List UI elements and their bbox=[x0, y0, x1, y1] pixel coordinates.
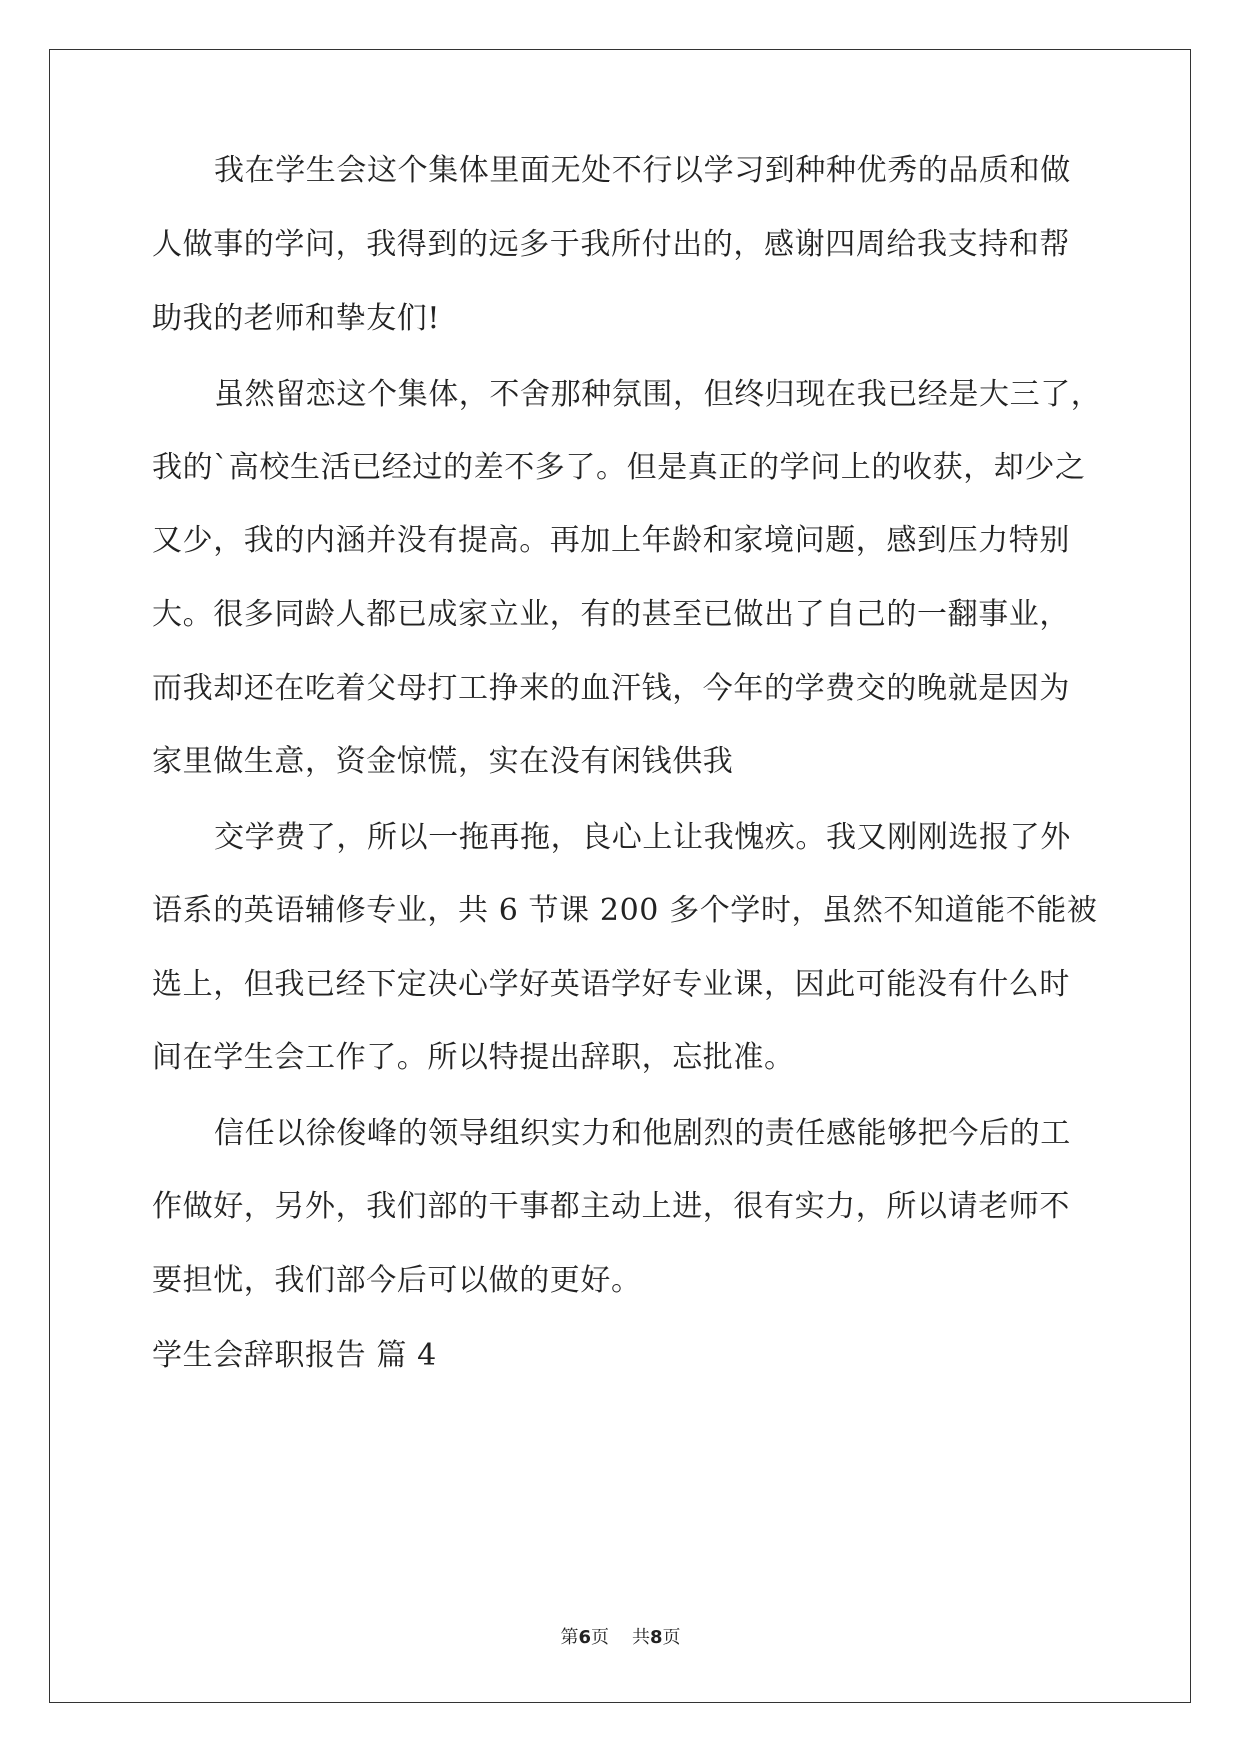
total-page-count: 8 bbox=[649, 1627, 663, 1648]
paragraph-2-line-2: 我的`高校生活已经过的差不多了。但是真正的学问上的收获，却少之 bbox=[152, 450, 1086, 485]
paragraph-4-line-1: 信任以徐俊峰的领导组织实力和他剧烈的责任感能够把今后的工 bbox=[214, 1116, 1071, 1151]
paragraph-1-line-1: 我在学生会这个集体里面无处不行以学习到种种优秀的品质和做 bbox=[214, 153, 1071, 188]
paragraph-3-line-2: 语系的英语辅修专业，共 6 节课 200 多个学时，虽然不知道能不能被 bbox=[152, 893, 1098, 928]
paragraph-4-line-2: 作做好，另外，我们部的干事都主动上进，很有实力，所以请老师不 bbox=[152, 1189, 1070, 1224]
section-heading: 学生会辞职报告 篇 4 bbox=[152, 1338, 437, 1373]
paragraph-3-line-1: 交学费了，所以一拖再拖，良心上让我愧疚。我又刚刚选报了外 bbox=[214, 820, 1071, 855]
total-suffix: 页 bbox=[662, 1627, 681, 1648]
paragraph-2-line-4: 大。很多同龄人都已成家立业，有的甚至已做出了自己的一翻事业， bbox=[152, 597, 1070, 632]
page-suffix: 页 bbox=[591, 1627, 610, 1648]
paragraph-2-line-1: 虽然留恋这个集体，不舍那种氛围，但终归现在我已经是大三了， bbox=[214, 377, 1102, 412]
page-prefix: 第 bbox=[560, 1627, 579, 1648]
paragraph-3-line-4: 间在学生会工作了。所以特提出辞职，忘批准。 bbox=[152, 1040, 795, 1075]
paragraph-4-line-3: 要担忧，我们部今后可以做的更好。 bbox=[152, 1263, 642, 1298]
page-border bbox=[49, 49, 1191, 1703]
paragraph-2-line-6: 家里做生意，资金惊慌，实在没有闲钱供我 bbox=[152, 744, 734, 779]
paragraph-2-line-3: 又少，我的内涵并没有提高。再加上年龄和家境问题，感到压力特别 bbox=[152, 523, 1070, 558]
paragraph-1-line-3: 助我的老师和挚友们! bbox=[152, 301, 441, 336]
paragraph-3-line-3: 选上，但我已经下定决心学好英语学好专业课，因此可能没有什么时 bbox=[152, 967, 1070, 1002]
page-footer bbox=[0, 1626, 1241, 1650]
total-prefix: 共 bbox=[631, 1627, 650, 1648]
paragraph-2-line-5: 而我却还在吃着父母打工挣来的血汗钱，今年的学费交的晚就是因为 bbox=[152, 671, 1070, 706]
paragraph-1-line-2: 人做事的学问，我得到的远多于我所付出的，感谢四周给我支持和帮 bbox=[152, 227, 1070, 262]
current-page-number: 6 bbox=[578, 1627, 592, 1648]
